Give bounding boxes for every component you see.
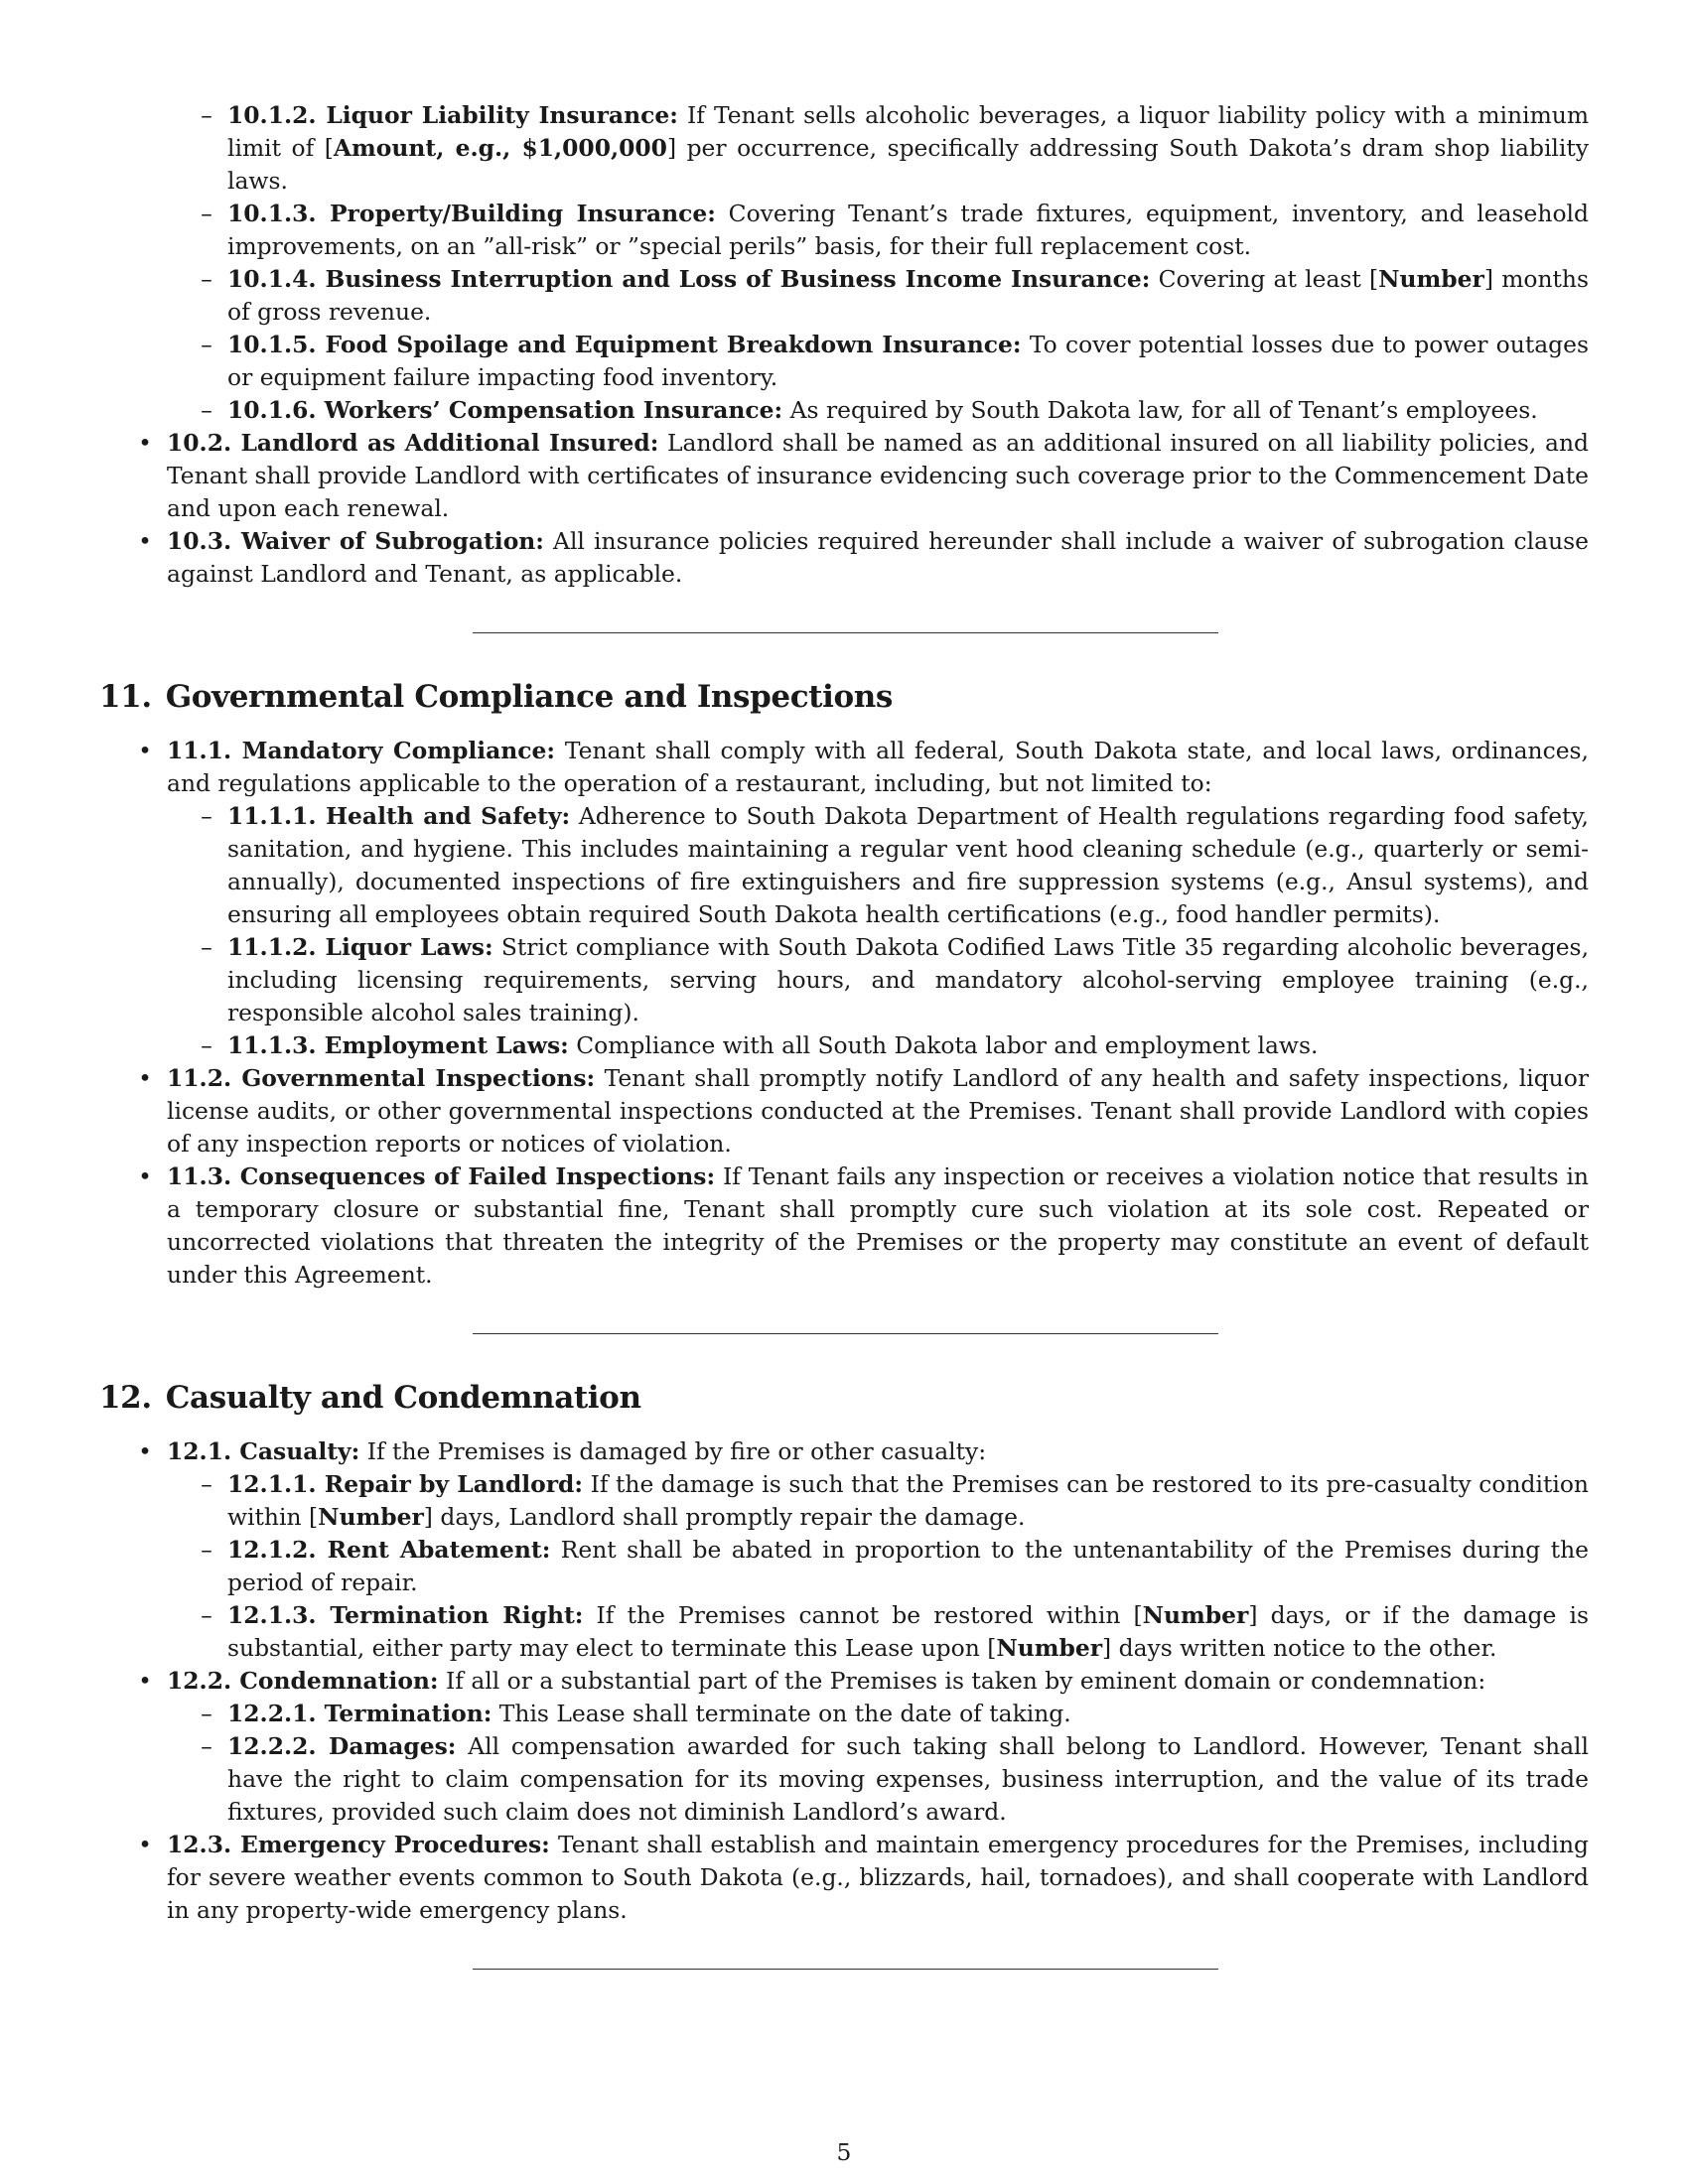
dash-marker: – — [201, 396, 212, 424]
dash-marker: – — [201, 1470, 212, 1498]
page-number: 5 — [836, 2138, 852, 2166]
clause-text: All insurance policies required hereunder shall include a waiver of subrogation clause against Landlord and Tenant, as applicable. — [167, 527, 1589, 588]
section-divider — [473, 1969, 1218, 1970]
list-item — [99, 1435, 1589, 1665]
list-item — [99, 1062, 1589, 1160]
dash-marker: – — [201, 265, 212, 293]
dash-marker: – — [201, 1732, 212, 1760]
clause-term: 11.1.1. Health and Safety: — [227, 802, 571, 830]
clause-text: If Tenant sells alcoholic beverages, a liquor liability policy with a minimum limit of [ — [227, 101, 1590, 162]
clause-text: Compliance with all South Dakota labor and employment laws. — [568, 1031, 1319, 1059]
clause-text: Tenant shall establish and maintain emergency procedures for the Premises, including for severe weather events common to South Dakota (e.g., blizzards, hail, tornadoes), and shall cooperate with Landlord in any property-wide emergency plans. — [167, 1831, 1589, 1924]
dash-marker: – — [201, 1601, 212, 1629]
clause-term: 11.1.2. Liquor Laws: — [227, 933, 493, 961]
clause-text: To cover potential losses due to power outages or equipment failure impacting food inventory. — [227, 331, 1589, 391]
clause-term: 10.1.5. Food Spoilage and Equipment Breakdown Insurance: — [227, 331, 1022, 358]
bullet-marker: • — [138, 1162, 152, 1190]
dash-marker: – — [201, 1536, 212, 1564]
list-item — [167, 1730, 1589, 1829]
page-content — [99, 99, 1589, 1970]
dash-marker: – — [201, 331, 212, 358]
list-item — [167, 931, 1589, 1029]
clause-term: 12.2. Condemnation: — [167, 1667, 439, 1695]
list-item — [99, 99, 1589, 198]
clause-term: 11.1.3. Employment Laws: — [227, 1031, 569, 1059]
list-item — [99, 525, 1589, 591]
clause-text: Tenant shall comply with all federal, South Dakota state, and local laws, ordinances, and regulations applicable to the operation of a restaurant, including, but not limited to: — [167, 737, 1589, 797]
list-item — [167, 800, 1589, 931]
clause-text: Tenant shall promptly notify Landlord of any health and safety inspections, liquor license audits, or other governmental inspections conducted at the Premises. Tenant shall provide Landlord with copies of any inspection reports or notices of violation. — [167, 1064, 1589, 1158]
dash-marker: – — [201, 933, 212, 961]
bullet-marker: • — [138, 1831, 152, 1858]
placeholder-field: Number — [1378, 265, 1484, 293]
list-item — [99, 329, 1589, 394]
section11-list — [99, 735, 1589, 1292]
clause-text: If the Premises cannot be restored within [ — [583, 1601, 1143, 1629]
dash-marker: – — [201, 200, 212, 227]
clause-term: 10.1.3. Property/Building Insurance: — [227, 200, 716, 227]
clause-text: Adherence to South Dakota Department of Health regulations regarding food safety, sanitation, and hygiene. This includes maintaining a regular vent hood cleaning schedule (e.g., quarterly or semi-annually), documented inspections of fire extinguishers and fire suppression systems (e.g., Ansul systems), and ensuring all employees obtain required South Dakota health certifications (e.g., food handler permits). — [227, 802, 1589, 928]
clause-text: Rent shall be abated in proportion to the untenantability of the Premises during the period of repair. — [227, 1536, 1589, 1596]
list-item — [167, 1698, 1589, 1730]
clause-term: 12.1.1. Repair by Landlord: — [227, 1470, 584, 1498]
placeholder-field: Number — [1142, 1601, 1249, 1629]
clause-text: Landlord shall be named as an additional insured on all liability policies, and Tenant shall provide Landlord with certificates of insurance evidencing such coverage prior to the Commencement Date and upon each renewal. — [167, 429, 1589, 522]
clause-term: 12.1.3. Termination Right: — [227, 1601, 584, 1629]
clause-term: 10.3. Waiver of Subrogation: — [167, 527, 544, 555]
clause-term: 12.2.2. Damages: — [227, 1732, 457, 1760]
clause-text: All compensation awarded for such taking shall belong to Landlord. However, Tenant shall have the right to claim compensation for its moving expenses, business interruption, and the value of its trade fixtures, provided such claim does not diminish Landlord’s award. — [227, 1732, 1589, 1826]
bullet-marker: • — [138, 429, 152, 457]
placeholder-field: Number — [996, 1634, 1103, 1662]
clause-term: 12.1. Casualty: — [167, 1437, 360, 1465]
placeholder-field: Amount, e.g., $1,000,000 — [333, 134, 667, 162]
list-item — [99, 427, 1589, 525]
section-number: 12. — [99, 1380, 152, 1416]
list-item — [99, 1160, 1589, 1292]
clause-text: If the damage is such that the Premises can be restored to its pre-casualty condition within [ — [227, 1470, 1589, 1531]
list-item — [167, 1599, 1589, 1665]
section10-list — [99, 427, 1589, 591]
sublist — [167, 1698, 1589, 1829]
clause-text: ] months of gross revenue. — [227, 265, 1589, 326]
clause-term: 10.1.2. Liquor Liability Insurance: — [227, 101, 678, 129]
clause-term: 11.3. Consequences of Failed Inspections: — [167, 1162, 716, 1190]
list-item — [167, 1029, 1589, 1062]
list-item — [167, 1468, 1589, 1534]
clause-text: Covering at least [ — [1150, 265, 1379, 293]
clause-text: This Lease shall terminate on the date of taking. — [492, 1700, 1071, 1727]
placeholder-field: Number — [318, 1503, 424, 1531]
clause-text: Strict compliance with South Dakota Codified Laws Title 35 regarding alcoholic beverages, including licensing requirements, serving hours, and mandatory alcohol-serving employee training (e.g., responsible alcohol sales training). — [227, 933, 1589, 1026]
dash-marker: – — [201, 1031, 212, 1059]
clause-text: ] per occurrence, specifically addressing South Dakota’s dram shop liability laws. — [227, 134, 1589, 195]
bullet-marker: • — [138, 1064, 152, 1092]
bullet-marker: • — [138, 1437, 152, 1465]
list-item — [99, 1829, 1589, 1927]
bullet-marker: • — [138, 527, 152, 555]
clause-text: Covering Tenant’s trade fixtures, equipment, inventory, and leasehold improvements, on an ”all-risk” or ”special perils” basis, for their full replacement cost. — [227, 200, 1589, 260]
list-item — [99, 1665, 1589, 1829]
clause-text: ] days, Landlord shall promptly repair the damage. — [423, 1503, 1026, 1531]
clause-term: 10.1.6. Workers’ Compensation Insurance: — [227, 396, 783, 424]
section-number: 11. — [99, 679, 152, 715]
clause-text: ] days written notice to the other. — [1102, 1634, 1497, 1662]
section-title: Casualty and Condemnation — [165, 1380, 641, 1416]
clause-text: As required by South Dakota law, for all of Tenant’s employees. — [782, 396, 1538, 424]
bullet-marker: • — [138, 737, 152, 764]
clause-text: If the Premises is damaged by fire or other casualty: — [359, 1437, 987, 1465]
section12-list — [99, 1435, 1589, 1927]
clause-term: 10.2. Landlord as Additional Insured: — [167, 429, 659, 457]
list-item — [99, 735, 1589, 1062]
sublist — [167, 800, 1589, 1062]
clause-term: 12.3. Emergency Procedures: — [167, 1831, 550, 1858]
sublist — [167, 1468, 1589, 1665]
clause-text: ] days, or if the damage is substantial, either party may elect to terminate this Lease upon [ — [227, 1601, 1589, 1662]
clause-term: 11.1. Mandatory Compliance: — [167, 737, 556, 764]
dash-marker: – — [201, 1700, 212, 1727]
insurance-subitems-list — [99, 99, 1589, 427]
section-heading-12 — [99, 1378, 1589, 1418]
dash-marker: – — [201, 101, 212, 129]
dash-marker: – — [201, 802, 212, 830]
list-item — [99, 394, 1589, 427]
clause-term: 11.2. Governmental Inspections: — [167, 1064, 596, 1092]
clause-term: 10.1.4. Business Interruption and Loss of Business Income Insurance: — [227, 265, 1151, 293]
list-item — [99, 198, 1589, 263]
clause-text: If all or a substantial part of the Premises is taken by eminent domain or condemnation: — [438, 1667, 1486, 1695]
list-item — [99, 263, 1589, 329]
clause-term: 12.2.1. Termination: — [227, 1700, 492, 1727]
section-heading-11 — [99, 677, 1589, 717]
section-title: Governmental Compliance and Inspections — [165, 679, 893, 715]
list-item — [167, 1534, 1589, 1599]
section-divider — [473, 1333, 1218, 1334]
bullet-marker: • — [138, 1667, 152, 1695]
clause-text: If Tenant fails any inspection or receives a violation notice that results in a temporary closure or substantial fine, Tenant shall promptly cure such violation at its sole cost. Repeated or uncorrected violations that threaten the integrity of the Premises or the property may constitute an event of default under this Agreement. — [167, 1162, 1589, 1289]
clause-term: 12.1.2. Rent Abatement: — [227, 1536, 551, 1564]
section-divider — [473, 632, 1218, 633]
